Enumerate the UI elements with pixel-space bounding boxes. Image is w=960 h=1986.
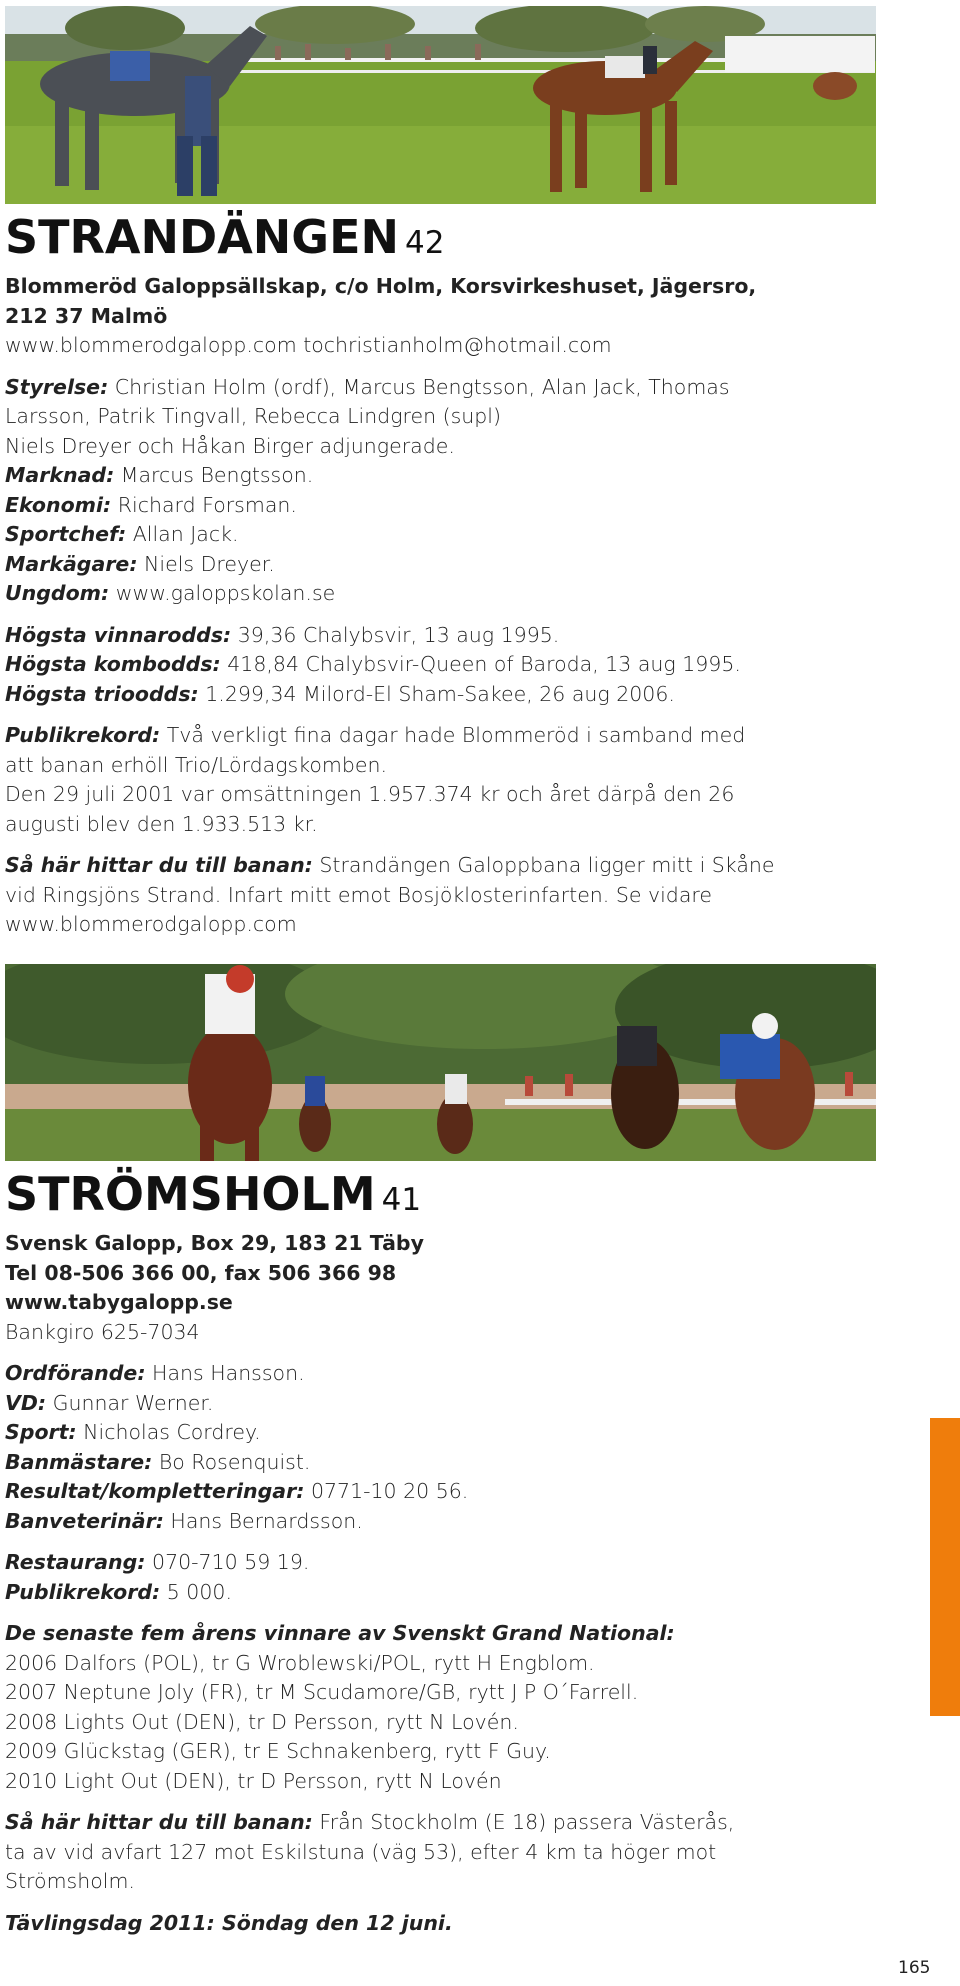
raceday-block [5, 1909, 875, 1939]
board-text: Niels Dreyer och Håkan Birger adjungerade. [5, 433, 455, 458]
role-value: Hans Hansson. [145, 1361, 305, 1385]
role-label: Ekonomi: [5, 492, 112, 517]
track-name: STRÖMSHOLM [5, 1167, 376, 1221]
directions-text: ta av vid avfart 127 mot Eskilstuna (väg 53), efter 4 km ta höger mot [5, 1839, 717, 1864]
track-number: 42 [405, 225, 445, 261]
extra-value: 070-710 59 19. [145, 1550, 310, 1574]
directions-text: Strömsholm. [5, 1869, 135, 1893]
role-label: Ungdom: [5, 581, 110, 605]
winner-line: 2006 Dalfors (POL), tr G Wroblewski/POL, rytt H Engblom. [5, 1650, 595, 1675]
directions-text: Från Stockholm (E 18) passera Västerås, [312, 1810, 735, 1834]
role-label: Sportchef: [5, 522, 127, 546]
board-label: Styrelse: [5, 374, 109, 399]
extra-value: 5 000. [160, 1579, 232, 1604]
role-value: Gunnar Werner. [46, 1390, 214, 1415]
raceday-text: Tävlingsdag 2011: Söndag den 12 juni. [5, 1910, 453, 1935]
board-text: Larsson, Patrik Tingvall, Rebecca Lindgren (supl) [5, 404, 501, 428]
role-value: Nicholas Cordrey. [76, 1420, 261, 1444]
record-block [5, 721, 875, 839]
winner-line: 2009 Glückstag (GER), tr E Schnakenberg, rytt F Guy. [5, 1739, 551, 1763]
odds-label: Högsta vinnarodds: [5, 622, 232, 647]
phone-line: Tel 08-506 366 00, fax 506 366 98 [5, 1260, 397, 1285]
role-label: Banveterinär: [5, 1508, 164, 1533]
record-label: Publikrekord: [5, 723, 161, 747]
odds-block [5, 621, 875, 710]
board-text: Christian Holm (ordf), Marcus Bengtsson, Alan Jack, Thomas [108, 374, 730, 399]
winners-block [5, 1619, 875, 1796]
roles-block [5, 1359, 875, 1536]
odds-value: 418,84 Chalybsvir-Queen of Baroda, 13 aug 1995. [220, 652, 741, 676]
role-label: Resultat/kompletteringar: [5, 1479, 305, 1503]
track-name: STRANDÄNGEN [5, 210, 399, 264]
photo-horses-paddock [5, 6, 876, 204]
directions-block [5, 1808, 875, 1897]
odds-label: Högsta trioodds: [5, 681, 199, 706]
role-value: 0771-10 20 56. [304, 1479, 469, 1503]
role-value: www.galoppskolan.se [109, 581, 336, 605]
photo-horse-race [5, 964, 876, 1161]
extra-label: Publikrekord: [5, 1579, 161, 1604]
role-label: Banmästare: [5, 1449, 153, 1474]
record-text: att banan erhöll Trio/Lördagskomben. [5, 752, 388, 777]
track-number: 41 [381, 1182, 422, 1218]
section-strandangen [5, 206, 875, 952]
winner-line: 2010 Light Out (DEN), tr D Persson, rytt N Lovén [5, 1768, 502, 1793]
web-line: www.tabygalopp.se [5, 1290, 233, 1314]
directions-label: Så här hittar du till banan: [5, 853, 313, 877]
winner-line: 2008 Lights Out (DEN), tr D Persson, rytt N Lovén. [5, 1709, 519, 1734]
record-text: Två verkligt fina dagar hade Blommeröd i samband med [160, 723, 746, 747]
extra-label: Restaurang: [5, 1550, 146, 1574]
bankgiro-line: Bankgiro 625-7034 [5, 1319, 200, 1344]
role-value: Niels Dreyer. [137, 551, 275, 576]
web-email-line: www.blommerodgalopp.com tochristianholm@hotmail.com [5, 333, 612, 357]
record-text: augusti blev den 1.933.513 kr. [5, 811, 318, 836]
address-line: Blommeröd Galoppsällskap, c/o Holm, Korsvirkeshuset, Jägersro, [5, 274, 757, 298]
winners-heading: De senaste fem årens vinnare av Svenskt Grand National: [5, 1621, 675, 1645]
address-line: Svensk Galopp, Box 29, 183 21 Täby [5, 1231, 424, 1255]
odds-value: 39,36 Chalybsvir, 13 aug 1995. [231, 622, 560, 647]
board-block [5, 373, 875, 609]
role-label: Markägare: [5, 551, 138, 576]
role-value: Marcus Bengtsson. [114, 463, 314, 487]
section-title [5, 206, 875, 274]
role-label: Sport: [5, 1420, 77, 1444]
directions-block [5, 851, 875, 940]
role-label: Ordförande: [5, 1361, 146, 1385]
orange-side-tab [930, 1418, 960, 1716]
role-value: Hans Bernardsson. [163, 1508, 363, 1533]
winner-line: 2007 Neptune Joly (FR), tr M Scudamore/GB, rytt J P O´Farrell. [5, 1680, 639, 1704]
role-label: VD: [5, 1390, 47, 1415]
odds-value: 1.299,34 Milord-El Sham-Sakee, 26 aug 2006. [198, 681, 675, 706]
page-number: 165 [898, 1958, 931, 1978]
address-block [5, 1229, 875, 1347]
directions-text: vid Ringsjöns Strand. Infart mitt emot Bosjöklosterinfarten. Se vidare [5, 882, 712, 907]
odds-label: Högsta kombodds: [5, 652, 221, 676]
directions-label: Så här hittar du till banan: [5, 1810, 313, 1834]
role-value: Allan Jack. [126, 522, 239, 546]
directions-text: www.blommerodgalopp.com [5, 912, 297, 936]
directions-text: Strandängen Galoppbana ligger mitt i Skåne [312, 853, 775, 877]
section-title [5, 1163, 875, 1231]
address-line: 212 37 Malmö [5, 303, 168, 328]
address-block [5, 272, 875, 361]
role-label: Marknad: [5, 463, 115, 487]
role-value: Richard Forsman. [111, 492, 297, 517]
record-text: Den 29 juli 2001 var omsättningen 1.957.374 kr och året därpå den 26 [5, 782, 735, 806]
section-stromsholm [5, 1163, 875, 1950]
role-value: Bo Rosenquist. [152, 1449, 311, 1474]
extras-block [5, 1548, 875, 1607]
